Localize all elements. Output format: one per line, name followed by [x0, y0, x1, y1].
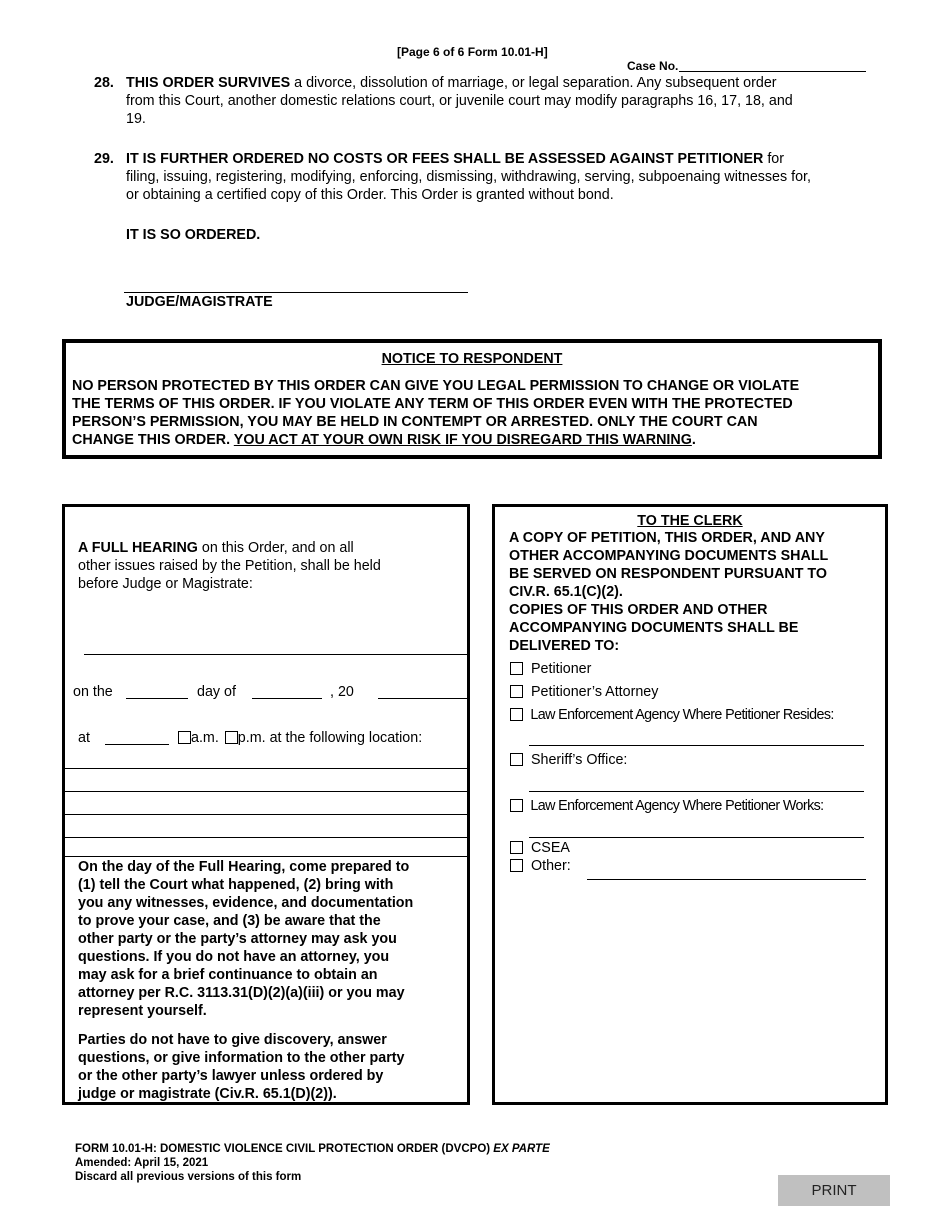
clerk-body — [509, 529, 884, 655]
other-field[interactable] — [587, 879, 866, 880]
location-line-4[interactable] — [65, 837, 468, 838]
sheriff-field[interactable] — [529, 791, 864, 792]
discovery-line: Parties do not have to give discovery, answer — [78, 1032, 387, 1048]
instructions-line: may ask for a brief continuance to obtain an — [78, 967, 378, 983]
instructions-line: represent yourself. — [78, 1003, 207, 1019]
hearing-line3: before Judge or Magistrate: — [78, 576, 253, 592]
csea-label: CSEA — [530, 840, 570, 856]
para28-text — [126, 74, 886, 128]
para28-line3: 19. — [126, 111, 146, 127]
notice-title: NOTICE TO RESPONDENT — [381, 351, 563, 367]
sheriff-checkbox[interactable] — [510, 753, 523, 766]
discovery-line: judge or magistrate (Civ.R. 65.1(D)(2)). — [78, 1086, 337, 1102]
pm-label: p.m. at the following location: — [237, 730, 423, 746]
option-other[interactable] — [510, 857, 571, 875]
instructions-line: to prove your case, and (3) be aware that the — [78, 913, 381, 929]
footer-form-title: FORM 10.01-H: DOMESTIC VIOLENCE CIVIL PROTECTION ORDER (DVCPO) — [75, 1143, 494, 1155]
le-works-field[interactable] — [529, 837, 864, 838]
instructions-line: other party or the party’s attorney may ask you — [78, 931, 397, 947]
instructions-line: (1) tell the Court what happened, (2) bring with — [78, 877, 394, 893]
le-resides-label: Law Enforcement Agency Where Petitioner Resides: — [530, 707, 834, 723]
footer — [75, 1142, 550, 1184]
am-label: a.m. — [191, 730, 219, 746]
para28-number: 28. — [94, 75, 114, 91]
para29-line3: or obtaining a certified copy of this Order. This Order is granted without bond. — [126, 187, 614, 203]
notice-line3: PERSON’S PERMISSION, YOU MAY BE HELD IN CONTEMPT OR ARRESTED. ONLY THE COURT CAN — [72, 414, 758, 430]
hearing-line1: on this Order, and on all — [197, 540, 354, 556]
at-label: at — [78, 730, 90, 746]
clerk-line: OTHER ACCOMPANYING DOCUMENTS SHALL — [509, 548, 829, 564]
year-field[interactable] — [378, 698, 468, 699]
option-petitioner-attorney[interactable] — [510, 683, 658, 701]
clerk-title: TO THE CLERK — [637, 513, 743, 529]
clerk-line: CIV.R. 65.1(C)(2). — [509, 584, 623, 600]
clerk-line: BE SERVED ON RESPONDENT PURSUANT TO — [509, 566, 828, 582]
hearing-bold: A FULL HEARING — [78, 540, 198, 556]
csea-checkbox[interactable] — [510, 841, 523, 854]
para28-bold: THIS ORDER SURVIVES — [126, 75, 291, 91]
pm-checkbox[interactable] — [225, 731, 238, 744]
clerk-line: A COPY OF PETITION, THIS ORDER, AND ANY — [509, 530, 825, 546]
am-pm-row — [178, 729, 422, 747]
other-checkbox[interactable] — [510, 859, 523, 872]
location-line-1[interactable] — [65, 768, 468, 769]
day-field[interactable] — [126, 698, 188, 699]
time-field[interactable] — [105, 744, 169, 745]
instructions-line: questions. If you do not have an attorney, you — [78, 949, 390, 965]
other-label: Other: — [530, 858, 571, 874]
notice-box — [62, 339, 882, 459]
discovery-notice — [78, 1031, 463, 1103]
option-petitioner[interactable] — [510, 660, 591, 678]
footer-ex-parte: EX PARTE — [493, 1143, 550, 1155]
discovery-line: questions, or give information to the other party — [78, 1050, 405, 1066]
sheriff-label: Sheriff’s Office: — [530, 752, 628, 768]
footer-discard: Discard all previous versions of this form — [75, 1171, 302, 1183]
clerk-line: COPIES OF THIS ORDER AND OTHER — [509, 602, 768, 618]
case-no-label: Case No. — [627, 59, 679, 73]
le-works-label: Law Enforcement Agency Where Petitioner Works: — [530, 798, 824, 814]
option-sheriff[interactable] — [510, 751, 627, 769]
le-resides-field[interactable] — [529, 745, 864, 746]
so-ordered: IT IS SO ORDERED. — [126, 227, 261, 243]
notice-line1: NO PERSON PROTECTED BY THIS ORDER CAN GIVE YOU LEGAL PERMISSION TO CHANGE OR VIOLATE — [72, 378, 800, 394]
notice-period: . — [691, 432, 696, 448]
judge-label: JUDGE/MAGISTRATE — [126, 294, 273, 310]
para28-line1: a divorce, dissolution of marriage, or legal separation. Any subsequent order — [290, 75, 777, 91]
day-of-label: day of — [197, 684, 236, 700]
print-button[interactable]: PRINT — [778, 1175, 890, 1206]
on-the-label: on the — [73, 684, 113, 700]
petitioner-attorney-checkbox[interactable] — [510, 685, 523, 698]
notice-body — [72, 377, 799, 449]
option-le-works[interactable] — [510, 797, 824, 815]
le-works-checkbox[interactable] — [510, 799, 523, 812]
notice-warning: YOU ACT AT YOUR OWN RISK IF YOU DISREGARD THIS WARNING — [233, 432, 692, 448]
instructions-line: attorney per R.C. 3113.31(D)(2)(a)(iii) or you may — [78, 985, 405, 1001]
petitioner-attorney-label: Petitioner’s Attorney — [530, 684, 659, 700]
hearing-line2: other issues raised by the Petition, shall be held — [78, 558, 381, 574]
clerk-line: DELIVERED TO: — [509, 638, 620, 654]
year-prefix-label: , 20 — [330, 684, 354, 700]
case-no-field[interactable] — [679, 71, 866, 72]
le-resides-checkbox[interactable] — [510, 708, 523, 721]
petitioner-label: Petitioner — [530, 661, 592, 677]
clerk-line: ACCOMPANYING DOCUMENTS SHALL BE — [509, 620, 799, 636]
hearing-intro — [78, 539, 458, 593]
para29-line1: for — [763, 151, 785, 167]
location-line-5[interactable] — [65, 856, 468, 857]
para29-text — [126, 150, 886, 204]
notice-line2: THE TERMS OF THIS ORDER. IF YOU VIOLATE ANY TERM OF THIS ORDER EVEN WITH THE PROTECTED — [72, 396, 793, 412]
judge-name-field[interactable] — [84, 654, 468, 655]
am-checkbox[interactable] — [178, 731, 191, 744]
hearing-instructions — [78, 858, 463, 1020]
petitioner-checkbox[interactable] — [510, 662, 523, 675]
option-csea[interactable] — [510, 839, 570, 857]
page-label: [Page 6 of 6 Form 10.01-H] — [397, 45, 548, 59]
para29-number: 29. — [94, 151, 114, 167]
para29-line2: filing, issuing, registering, modifying, enforcing, dismissing, withdrawing, serving, subpoenaing witnesses for, — [126, 169, 812, 185]
instructions-line: you any witnesses, evidence, and documentation — [78, 895, 414, 911]
footer-amended: Amended: April 15, 2021 — [75, 1157, 209, 1169]
month-field[interactable] — [252, 698, 322, 699]
location-line-3[interactable] — [65, 814, 468, 815]
para29-bold: IT IS FURTHER ORDERED NO COSTS OR FEES SHALL BE ASSESSED AGAINST PETITIONER — [126, 151, 764, 167]
instructions-line: On the day of the Full Hearing, come prepared to — [78, 859, 410, 875]
notice-line4: CHANGE THIS ORDER. — [72, 432, 234, 448]
discovery-line: or the other party’s lawyer unless ordered by — [78, 1068, 384, 1084]
option-le-resides[interactable] — [510, 706, 834, 724]
location-line-2[interactable] — [65, 791, 468, 792]
para28-line2: from this Court, another domestic relations court, or juvenile court may modify paragraphs 16, 17, 18, and — [126, 93, 793, 109]
